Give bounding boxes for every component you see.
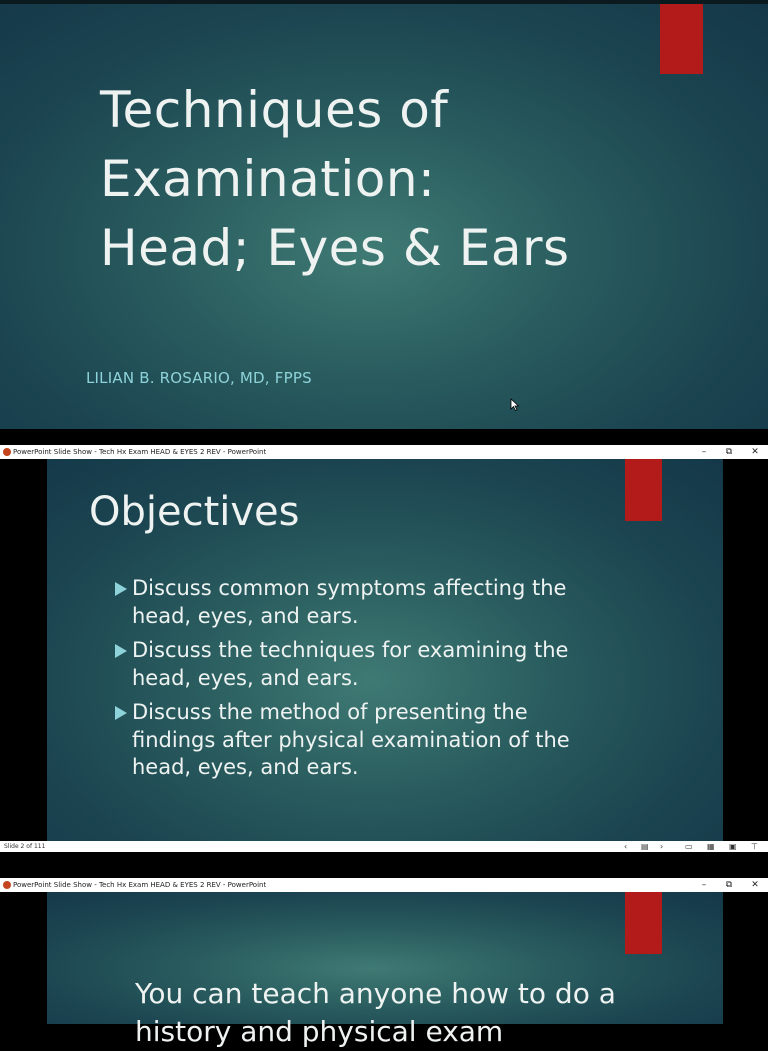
reading-view-icon[interactable]: ▣ xyxy=(729,842,737,851)
powerpoint-app-icon xyxy=(3,881,11,889)
slide-author: LILIAN B. ROSARIO, MD, FPPS xyxy=(86,369,312,387)
list-item-text: Discuss the method of presenting the findings after physical examination of the head, eyes, and ears. xyxy=(132,700,570,779)
bullet-arrow-icon xyxy=(115,706,127,720)
slide-title xyxy=(100,76,660,283)
slide-title-line-3: Head; Eyes & Ears xyxy=(100,219,570,277)
close-button[interactable]: ✕ xyxy=(751,880,759,890)
list-item-text: Discuss common symptoms affecting the head, eyes, and ears. xyxy=(132,576,567,628)
next-icon[interactable]: › xyxy=(660,842,664,851)
restore-button[interactable]: ⧉ xyxy=(725,880,733,890)
slide-sorter-icon[interactable]: ▦ xyxy=(707,842,715,851)
mouse-pointer-icon xyxy=(510,398,520,411)
slide-1-title-slide[interactable] xyxy=(0,4,768,429)
red-accent-tab xyxy=(625,459,662,521)
list-item-text: Discuss the techniques for examining the head, eyes, and ears. xyxy=(132,638,569,690)
prev-icon[interactable]: ‹ xyxy=(624,842,628,851)
slide-title-line-1: Techniques of xyxy=(100,81,449,139)
bullet-arrow-icon xyxy=(115,582,127,596)
red-accent-tab xyxy=(625,892,662,954)
slide-body-text: You can teach anyone how to do a history and physical exam xyxy=(135,977,616,1048)
minimize-button[interactable]: – xyxy=(701,447,707,457)
bullet-arrow-icon xyxy=(115,644,127,658)
minimize-button[interactable]: – xyxy=(701,880,707,890)
window-title: PowerPoint Slide Show - Tech Hx Exam HEAD & EYES 2 REV - PowerPoint xyxy=(13,881,267,889)
slideshow-icon[interactable]: ⊤ xyxy=(751,842,758,851)
restore-button[interactable]: ⧉ xyxy=(725,447,733,457)
list-item xyxy=(115,699,605,782)
slide-2-objectives[interactable] xyxy=(47,459,723,841)
red-accent-tab xyxy=(660,4,703,74)
slide-3-quote[interactable] xyxy=(47,892,723,1048)
window-title-bar[interactable] xyxy=(0,878,768,892)
list-item xyxy=(115,575,605,630)
slide-counter: Slide 2 of 111 xyxy=(4,843,46,850)
close-button[interactable]: ✕ xyxy=(751,447,759,457)
powerpoint-app-icon xyxy=(3,448,11,456)
slideshow-status-bar xyxy=(0,841,768,852)
slide-menu-icon[interactable]: ▤ xyxy=(641,842,649,851)
list-item xyxy=(115,637,605,692)
slide-title-line-2: Examination: xyxy=(100,150,436,208)
window-title-bar[interactable] xyxy=(0,445,768,459)
normal-view-icon[interactable]: ▭ xyxy=(685,842,693,851)
objectives-list xyxy=(115,575,605,789)
window-title: PowerPoint Slide Show - Tech Hx Exam HEAD & EYES 2 REV - PowerPoint xyxy=(13,448,267,456)
slide-heading: Objectives xyxy=(89,489,300,535)
